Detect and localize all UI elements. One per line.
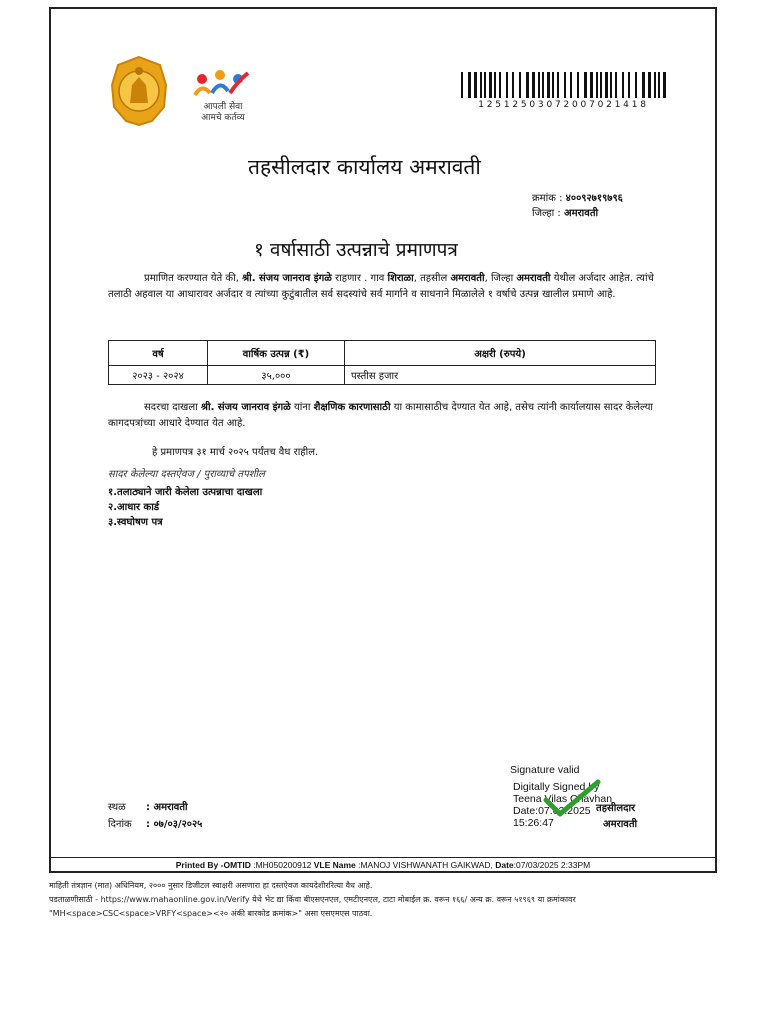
table-header-row [109,341,656,366]
certificate-frame [49,7,717,873]
date-line: दिनांक : ०७/०३/२०२५ [108,819,203,830]
district: जिल्हा : अमरावती [532,208,599,219]
footer-legal-note: माहिती तंत्रज्ञान (मात) अधिनियम, २००० नुसार डिजीटल स्वाक्षरी असणारा हा दस्तऐवज कायदेशीररित्या वैध आहे. [49,881,373,890]
certificate-paragraph-2: सदरचा दाखला श्री. संजय जानराव इंगळे यांना शैक्षणिक कारणासाठी या कामासाठीच देण्यात येत आहे, तसेच त्यांनी कार्यालयास सादर केलेल्या कागदपत्रांच्या आधारे देण्यात येत आहे. [108,402,654,429]
print-info-bar: Printed By -OMTID :MH050200912 VLE Name :MANOJ VISHWANATH GAIKWAD, Date:07/03/2025 2:33PM [51,857,715,872]
digital-signature-details: Digitally Signed by Teena Vilas Chavhan Date:07.03.2025 15:26:47 [513,781,613,829]
column-header-income: वार्षिक उत्पन्न (₹) [208,341,345,366]
document-item: ३.स्वघोषण पत्र [108,517,163,528]
barcode [461,72,666,98]
table-row [109,366,656,385]
office-name: तहसीलदार कार्यालय अमरावती [248,155,481,179]
footer-sms-format: "MH<space>CSC<space>VRFY<space><२० अंकी बारकोड क्रमांक>" असा एसएमएस पाठवा. [49,909,373,918]
place-line: स्थळ : अमरावती [108,802,188,813]
cell-income: ३५,००० [208,366,345,385]
cell-year: २०२३ - २०२४ [109,366,208,385]
column-header-in-words: अक्षरी (रुपये) [345,341,656,366]
certificate-title: १ वर्षासाठी उत्पन्नाचे प्रमाणपत्र [254,239,458,261]
signatory-place: अमरावती [603,819,638,830]
signature-valid-check-icon [542,778,602,818]
maharashtra-seal-logo [108,55,170,127]
document-item: १.तलाठ्याने जारी केलेला उत्पन्नाचा दाखला [108,487,263,498]
signature-status: Signature valid [510,764,580,776]
validity-note: हे प्रमाणपत्र ३१ मार्च २०२५ पर्यंतच वैध राहील. [152,447,319,458]
column-header-year: वर्ष [109,341,208,366]
cell-in-words: पस्तीस हजार [345,366,656,385]
reference-number: क्रमांक : ४००९२७१९७९६ [532,193,623,204]
signatory-designation: तहसीलदार [596,803,636,814]
footer-verify-instructions: पडताळणीसाठी - https://www.mahaonline.gov.in/Verify येथे भेट द्या किंवा बीएसएनएल, एमटीएनएल, टाटा मोबाईल क्र. वरून १६६/ अन्य क्र. वरून ५१९६९ या क्रमांकावर [49,895,576,904]
certificate-paragraph-1: प्रमाणित करण्यात येते की, श्री. संजय जानराव इंगळे राहणार . गाव शिराळा, तहसील अमरावती, जिल्हा अमरावती येथील अर्जदार आहेत. त्यांचे तलाठी अहवाल या आधारावर अर्जदार व त्यांच्या कुटुंबातील सर्व सदस्यांचे सर्व मार्गाने व साधनाने मिळालेले १ वर्षाचे उत्पन्न खालील प्रमाणे आहे. [108,273,654,300]
barcode-number: 12512503072007021418 [478,100,649,110]
logo-tagline: आपली सेवा आमचे कर्तव्य [201,102,245,123]
document-item: २.आधार कार्ड [108,502,160,513]
income-table [108,340,656,385]
documents-heading: सादर केलेल्या दस्तऐवज / पुराव्याचे तपशील [108,469,265,480]
